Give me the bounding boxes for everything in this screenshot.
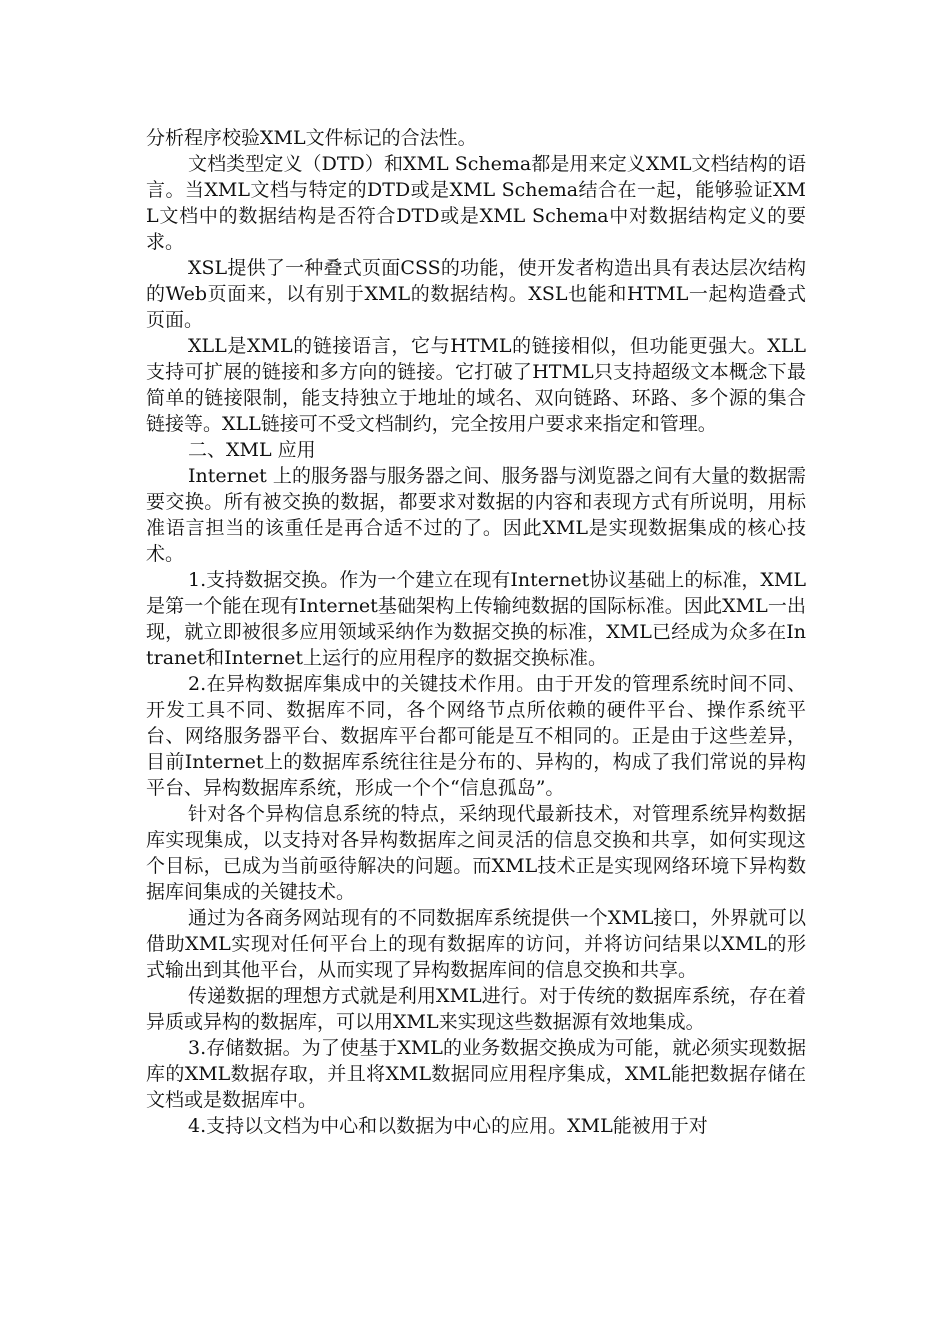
paragraph-continuation: 分析程序校验XML文件标记的合法性。 (146, 127, 477, 149)
section-heading-xml-applications: 二、XML 应用 (188, 439, 316, 461)
paragraph-xml-interface: 通过为各商务网站现有的不同数据库系统提供一个XML接口，外界就可以借助XML实现对任何平台上的现有数据库的访问，并将访问结果以XML的形式输出到其他平台，从而实现了异构数据库间的信息交换和共享。 (146, 907, 806, 981)
document-page (146, 125, 806, 1139)
paragraph-xll: XLL是XML的链接语言，它与HTML的链接相似，但功能更强大。XLL支持可扩展的链接和多方向的链接。它打破了HTML只支持超级文本概念下最简单的链接限制，能支持独立于地址的域名、双向链路、环路、多个源的集合链接等。XLL链接可不受文档制约，完全按用户要求来指定和管理。 (146, 335, 806, 435)
paragraph-ideal-transfer: 传递数据的理想方式就是利用XML进行。对于传统的数据库系统，存在着异质或异构的数据库，可以用XML来实现这些数据源有效地集成。 (146, 985, 806, 1033)
paragraph-item-1-data-exchange: 1.支持数据交换。作为一个建立在现有Internet协议基础上的标准，XML是第一个能在现有Internet基础架构上传输纯数据的国际标准。因此XML一出现，就立即被很多应用领域采纳作为数据交换的标准，XML已经成为众多在Intranet和Internet上运行的应用程序的数据交换标准。 (146, 569, 806, 669)
paragraph-item-3-storage: 3.存储数据。为了使基于XML的业务数据交换成为可能，就必须实现数据库的XML数据存取，并且将XML数据同应用程序集成，XML能把数据存储在文档或是数据库中。 (146, 1037, 806, 1111)
paragraph-xsl: XSL提供了一种叠式页面CSS的功能，使开发者构造出具有表达层次结构的Web页面来，以有别于XML的数据结构。XSL也能和HTML一起构造叠式页面。 (146, 257, 806, 331)
paragraph-item-2-heterogeneous-db: 2.在异构数据库集成中的关键技术作用。由于开发的管理系统时间不同、开发工具不同、数据库不同，各个网络节点所依赖的硬件平台、操作系统平台、网络服务器平台、数据库平台都可能是互不相同的。正是由于这些差异，目前Internet上的数据库系统往往是分布的、异构的，构成了我们常说的异构平台、异构数据库系统，形成一个个“信息孤岛”。 (146, 673, 806, 799)
paragraph-dtd-schema: 文档类型定义（DTD）和XML Schema都是用来定义XML文档结构的语言。当XML文档与特定的DTD或是XML Schema结合在一起，能够验证XML文档中的数据结构是否符合DTD或是XML Schema中对数据结构定义的要求。 (146, 153, 806, 253)
paragraph-integration-goal: 针对各个异构信息系统的特点，采纳现代最新技术，对管理系统异构数据库实现集成，以支持对各异构数据库之间灵活的信息交换和共享，如何实现这个目标，已成为当前亟待解决的问题。而XML技术正是实现网络环境下异构数据库间集成的关键技术。 (146, 803, 806, 903)
paragraph-item-4-document-centric: 4.支持以文档为中心和以数据为中心的应用。XML能被用于对 (188, 1115, 708, 1137)
paragraph-internet-exchange: Internet 上的服务器与服务器之间、服务器与浏览器之间有大量的数据需要交换。所有被交换的数据，都要求对数据的内容和表现方式有所说明，用标准语言担当的该重任是再合适不过的了。因此XML是实现数据集成的核心技术。 (146, 465, 806, 565)
